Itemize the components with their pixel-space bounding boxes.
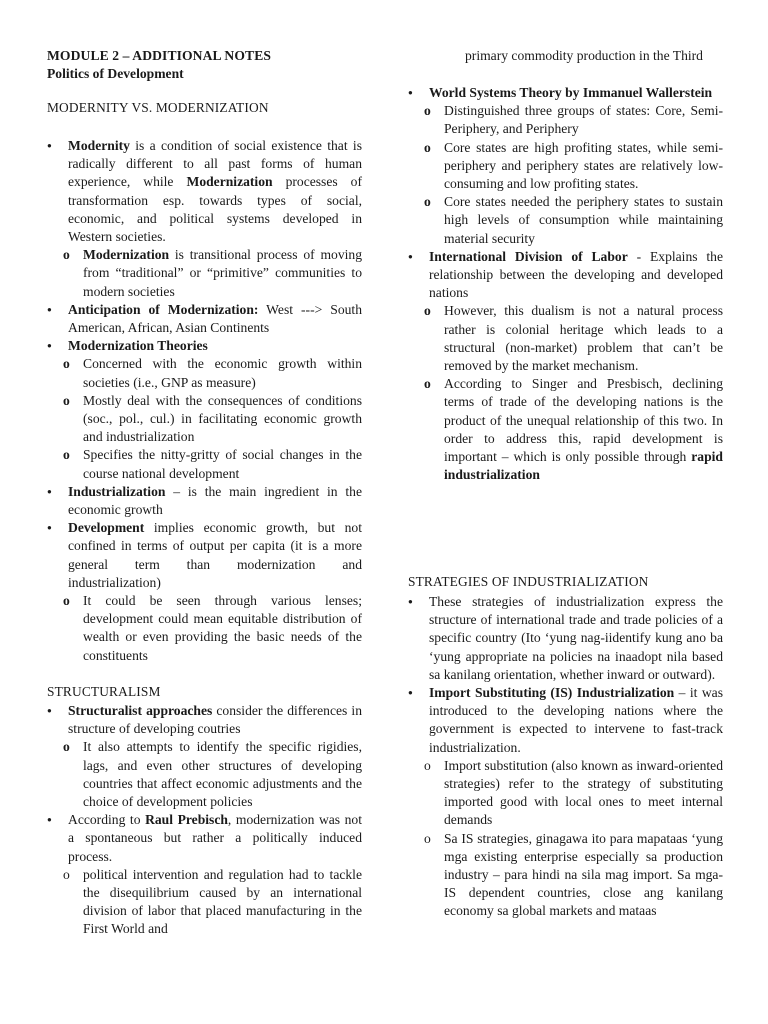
list-item: o Distinguished three groups of states: Core, Semi-Periphery, and Periphery — [408, 102, 723, 138]
list-item: ● These strategies of industrialization express the structure of international trade and trade policies of a specific country (Ito ‘yung nag-iidentify kung ano ba ‘yung appropriate na policies na inaadopt nila based sa kanilang orientation, whether inward or outward). — [408, 593, 723, 684]
list-item: ● Development implies economic growth, but not confined in terms of output per capita (it is a more general term than modernization and industrialization) — [47, 519, 362, 592]
list-item: o Import substitution (also known as inward-oriented strategies) refer to the strategy of substituting imported good with local ones to meet internal demands — [408, 757, 723, 830]
section-heading-structuralism: STRUCTURALISM — [47, 684, 161, 699]
section-heading-modernity: MODERNITY VS. MODERNIZATION — [47, 100, 269, 115]
list-item: ● Anticipation of Modernization: West ---> South American, African, Asian Continents — [47, 301, 362, 337]
list-item: o Sa IS strategies, ginagawa ito para mapataas ‘yung mga existing enterprise especially sa production industry – para hindi na sila mag import. Sa mga-IS dependent countries, close ang kanilang economy sa global markets and mataas — [408, 830, 723, 921]
list-item: o Modernization is transitional process of moving from “traditional” or “primitive” communities to modern societies — [47, 246, 362, 301]
list-item: o Core states needed the periphery states to sustain high levels of consumption while maintaining material security — [408, 193, 723, 248]
right-bullets-2 — [408, 593, 723, 921]
list-item: ● Industrialization – is the main ingredient in the economic growth — [47, 483, 362, 519]
left-bullets-2 — [47, 702, 362, 939]
section-heading-strategies: STRATEGIES OF INDUSTRIALIZATION — [408, 574, 649, 589]
list-item: ● Import Substituting (IS) Industrialization – it was introduced to the developing nations where the government is expected to intervene to fast-track industrialization. — [408, 684, 723, 757]
list-item: o Specifies the nitty-gritty of social changes in the course national development — [47, 446, 362, 482]
list-item: o Concerned with the economic growth within societies (i.e., GNP as measure) — [47, 355, 362, 391]
list-item: o Mostly deal with the consequences of conditions (soc., pol., cul.) in facilitating economic growth and industrialization — [47, 392, 362, 447]
list-item: ● Structuralist approaches consider the differences in structure of developing coutries — [47, 702, 362, 738]
list-item: ● International Division of Labor - Explains the relationship between the developing and developed nations — [408, 248, 723, 303]
continued-text: primary commodity production in the Third — [465, 48, 703, 63]
list-item: o It also attempts to identify the specific rigidies, lags, and even other structures of developing countries that affect economic adjustments and the choice of development policies — [47, 738, 362, 811]
left-bullets-1 — [47, 137, 362, 665]
list-item: o According to Singer and Presbisch, declining terms of trade of the developing nations is the product of the unequal relationship of this two. In order to address this, rapid development is important – which is only possible through rapid industrialization — [408, 375, 723, 484]
list-item: o political intervention and regulation had to tackle the disequilibrium caused by an international division of labor that placed manufacturing in the First World and — [47, 866, 362, 939]
list-item: ● World Systems Theory by Immanuel Wallerstein — [408, 84, 723, 102]
module-title: MODULE 2 – ADDITIONAL NOTES — [47, 48, 272, 63]
list-item: ● Modernity is a condition of social existence that is radically different to all past forms of human experience, while Modernization processes of transformation esp. towards types of social, economic, and political systems developed in Western societies. — [47, 137, 362, 246]
list-item: o However, this dualism is not a natural process rather is colonial heritage which leads to a structural (non-market) problem that can’t be removed by the market mechanism. — [408, 302, 723, 375]
list-item: o Core states are high profiting states, while semi-periphery and periphery states are relatively low-consuming and low profiting states. — [408, 139, 723, 194]
list-item: o It could be seen through various lenses; development could mean equitable distribution of wealth or even providing the basic needs of the constituents — [47, 592, 362, 665]
list-item: ● Modernization Theories — [47, 337, 362, 355]
module-subtitle: Politics of Development — [47, 66, 184, 81]
list-item: ● According to Raul Prebisch, modernization was not a spontaneous but rather a politically induced process. — [47, 811, 362, 866]
right-bullets-1 — [408, 84, 723, 484]
